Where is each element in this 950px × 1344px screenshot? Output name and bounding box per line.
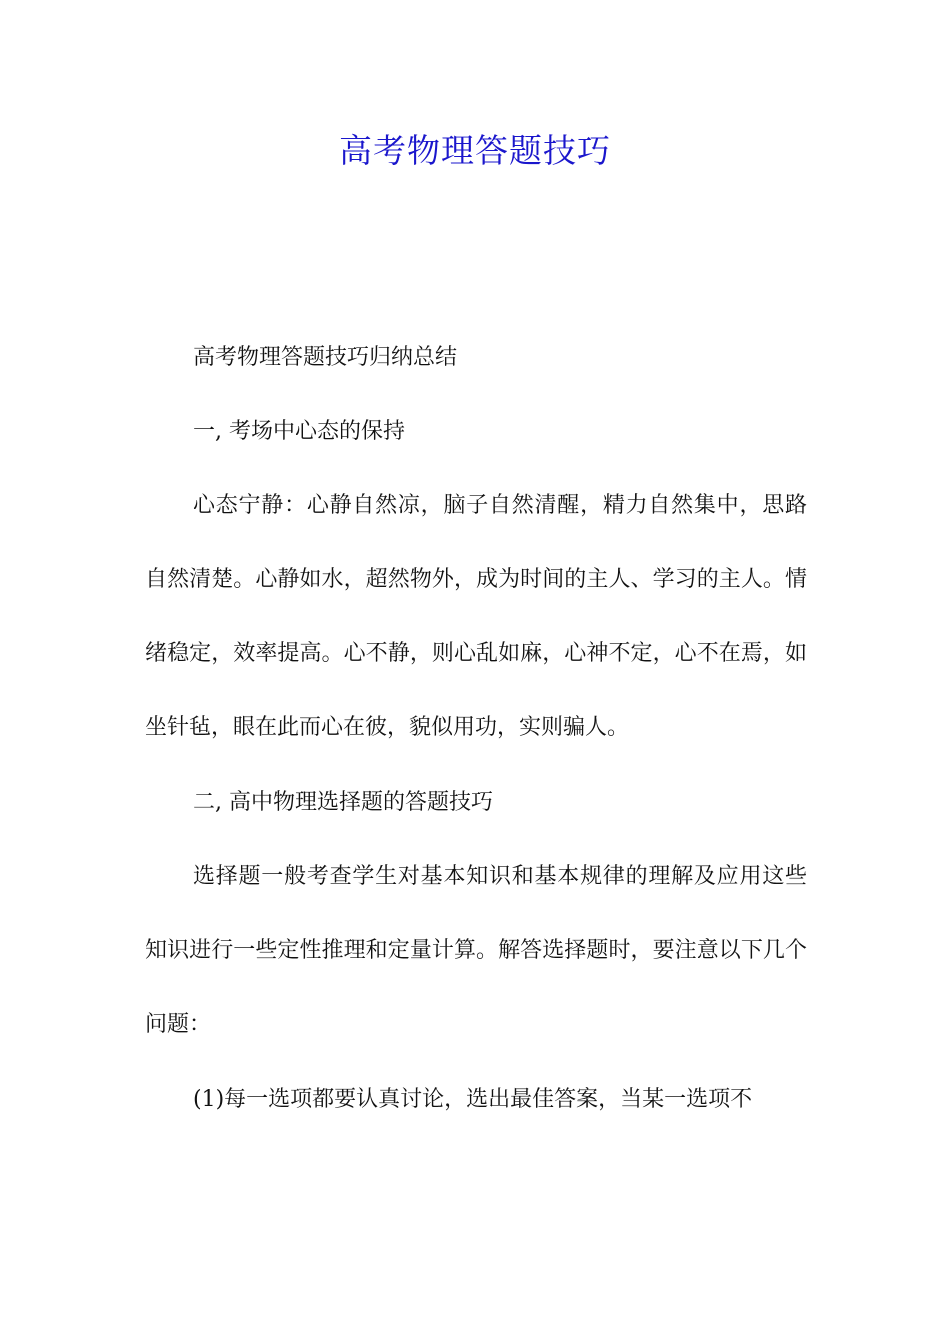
document-title: 高考物理答题技巧 (339, 131, 611, 170)
paragraph-choice-questions: 选择题一般考查学生对基本知识和基本规律的理解及应用这些知识进行一些定性推理和定量计算。解答选择题时，要注意以下几个问题： (145, 864, 807, 1037)
paragraph-summary-heading: 高考物理答题技巧归纳总结 (193, 345, 458, 370)
paragraph-section-two-heading: 二, 高中物理选择题的答题技巧 (193, 790, 493, 815)
paragraph-section-one-heading: 一, 考场中心态的保持 (193, 419, 405, 444)
paragraph-item-one: (1)每一选项都要认真讨论，选出最佳答案，当某一选项不 (193, 1087, 753, 1112)
paragraph-mindset: 心态宁静：心静自然凉，脑子自然清醒，精力自然集中，思路自然清楚。心静如水，超然物外，成为时间的主人、学习的主人。情绪稳定，效率提高。心不静，则心乱如麻，心神不定，心不在焉，如坐针毡，眼在此而心在彼，貌似用功，实则骗人。 (145, 493, 807, 740)
document-body (145, 338, 807, 1154)
